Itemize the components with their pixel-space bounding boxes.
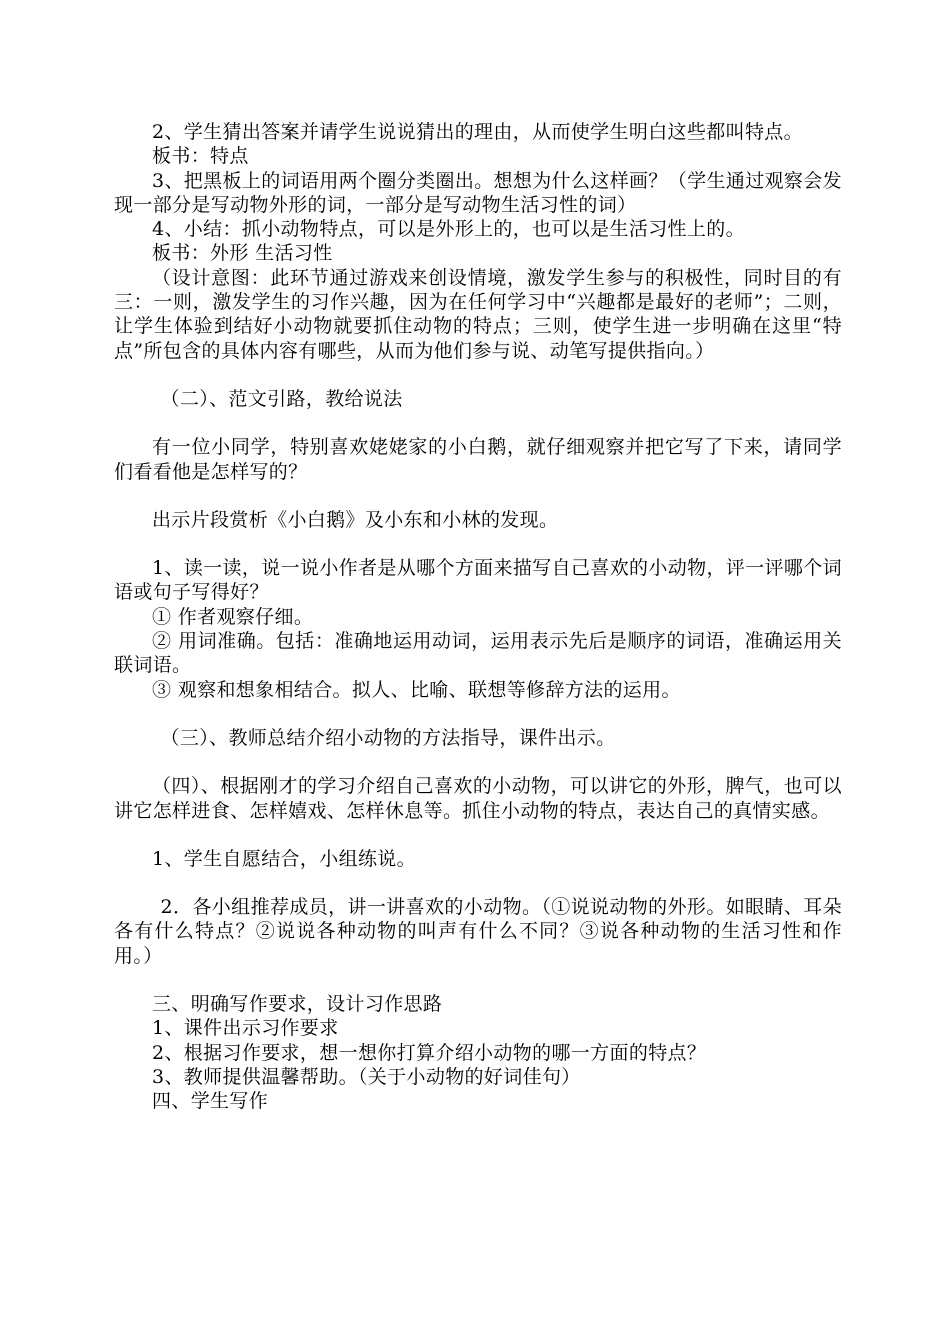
observation-point-1: ① 作者观察仔细。 — [152, 605, 314, 628]
blackboard-note-categories: 板书：外形 生活习性 — [152, 242, 333, 265]
writing-step-2: 2、根据习作要求，想一想你打算介绍小动物的哪一方面的特点？ — [152, 1041, 707, 1064]
example-display-paragraph: 出示片段赏析《小白鹅》及小东和小林的发现。 — [152, 508, 559, 531]
section-heading-3: （三）、教师总结介绍小动物的方法指导，课件出示。 — [160, 726, 616, 749]
observation-point-2: ② 用词准确。包括：准确地运用动词，运用表示先后是顺序的词语，准确运用关联词语。 — [114, 630, 842, 677]
document-body — [114, 120, 842, 1114]
writing-step-3: 3、教师提供温馨帮助。（关于小动物的好词佳句） — [152, 1065, 581, 1088]
section-heading-writing-requirements: 三、明确写作要求，设计习作思路 — [152, 993, 443, 1016]
section-heading-student-writing: 四、学生写作 — [152, 1090, 269, 1113]
paragraph-step-3: 3、把黑板上的词语用两个圈分类圈出。想想为什么这样画？（学生通过观察会发现一部分是写动物外形的词，一部分是写动物生活习性的词） — [114, 169, 842, 216]
paragraph-step-2: 2、学生猜出答案并请学生说说猜出的理由，从而使学生明白这些都叫特点。 — [152, 121, 803, 143]
paragraph-step-4: 4、小结：抓小动物特点，可以是外形上的，也可以是生活习性上的。 — [152, 218, 745, 241]
writing-step-1: 1、课件出示习作要求 — [152, 1017, 339, 1040]
blackboard-note-feature: 板书：特点 — [152, 145, 249, 168]
observation-point-3: ③ 观察和想象相结合。拟人、比喻、联想等修辞方法的运用。 — [152, 678, 681, 701]
design-intent-note: （设计意图：此环节通过游戏来创设情境，激发学生参与的积极性，同时目的有三：一则，激发学生的习作兴趣，因为在任何学习中“兴趣都是最好的老师”；二则，让学生体验到结好小动物就要抓住动物的特点；三则，使学生进一步明确在这里“特点”所包含的具体内容有哪些，从而为他们参与说、动笔写提供指向。） — [114, 266, 842, 362]
group-practice-paragraph: 1、学生自愿结合，小组练说。 — [152, 847, 416, 870]
group-recommend-paragraph: 2．各小组推荐成员，讲一讲喜欢的小动物。（①说说动物的外形。如眼睛、耳朵各有什么特点？②说说各种动物的叫声有什么不同？③说各种动物的生活习性和作用。） — [114, 896, 842, 967]
section-heading-2: （二）、范文引路，教给说法 — [160, 387, 403, 410]
reading-question-paragraph: 1、读一读，说一说小作者是从哪个方面来描写自己喜欢的小动物，评一评哪个词语或句子写得好？ — [114, 557, 842, 604]
example-intro-paragraph: 有一位小同学，特别喜欢姥姥家的小白鹅，就仔细观察并把它写了下来，请同学们看看他是怎样写的？ — [114, 436, 842, 483]
section-heading-4-paragraph: （四）、根据刚才的学习介绍自己喜欢的小动物，可以讲它的外形，脾气，也可以讲它怎样进食、怎样嬉戏、怎样休息等。抓住小动物的特点，表达自己的真情实感。 — [114, 775, 842, 822]
